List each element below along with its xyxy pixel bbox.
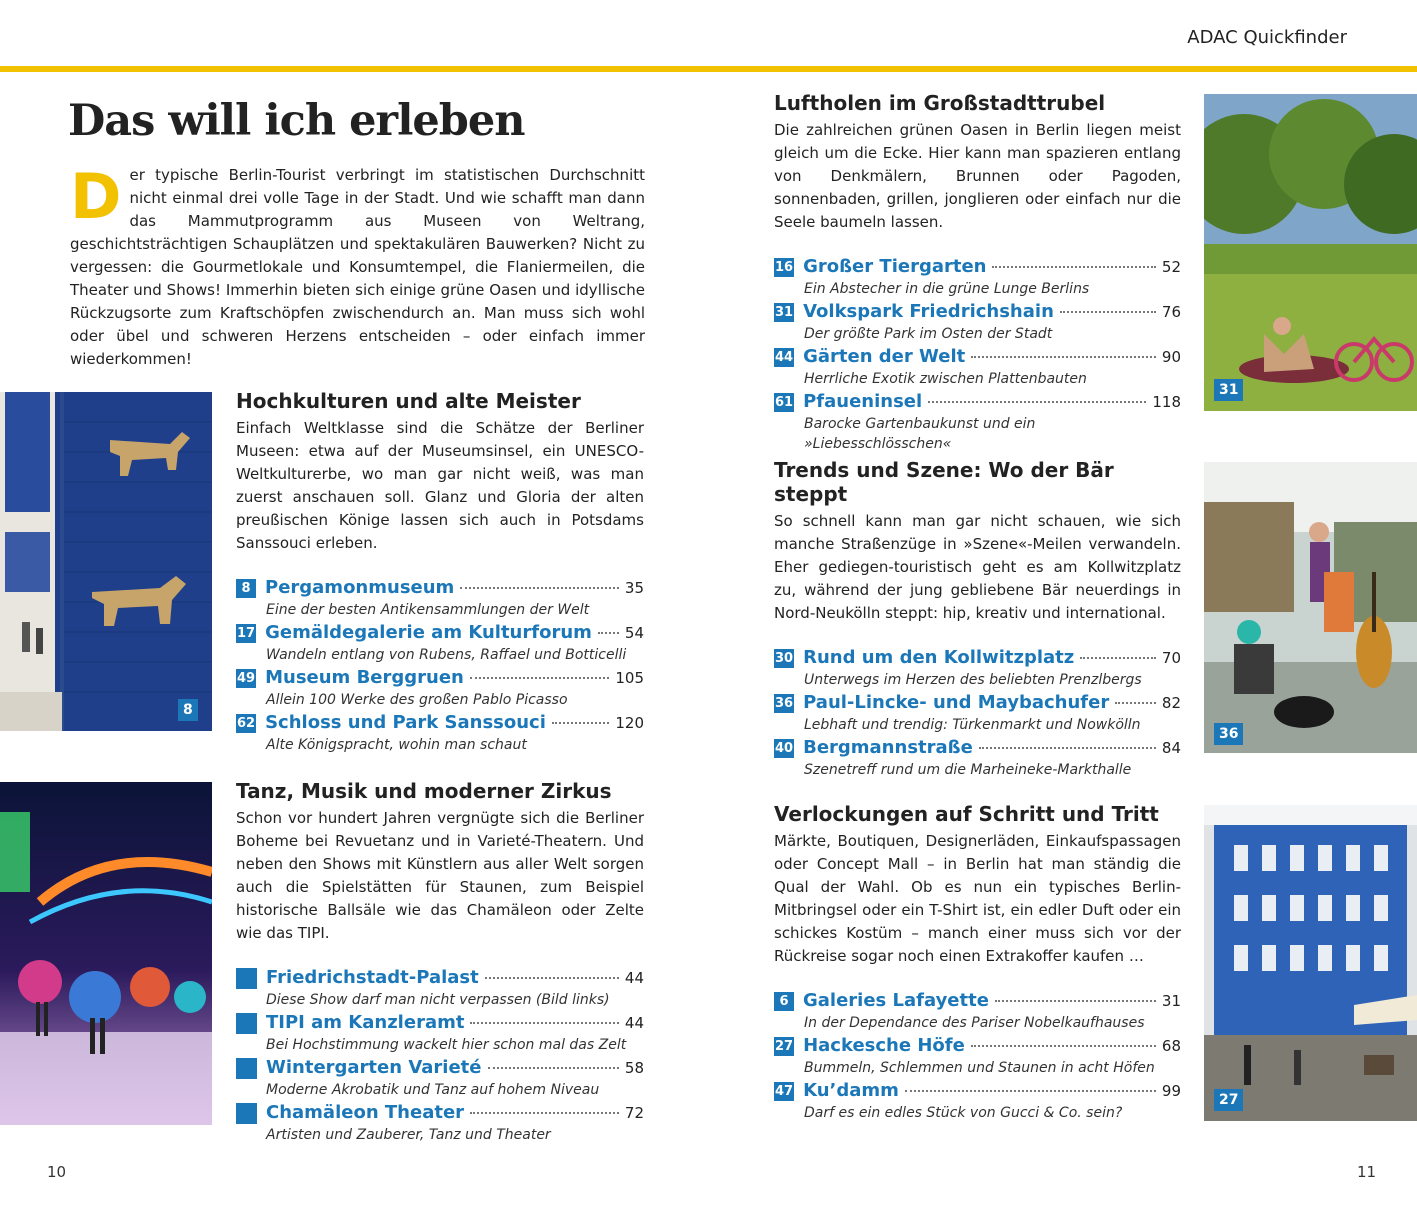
leader-dots	[488, 1067, 619, 1069]
page-number-left: 10	[47, 1163, 67, 1181]
bullet-square	[236, 1103, 257, 1124]
entry-name[interactable]: Hackesche Höfe	[803, 1035, 965, 1056]
photo-badge: 31	[1214, 379, 1243, 401]
entry[interactable]	[774, 301, 1181, 344]
entry-list	[774, 256, 1181, 454]
photo-badge: 8	[178, 699, 198, 721]
leader-dots	[928, 401, 1146, 403]
dropcap: D	[70, 160, 122, 233]
section-title: Hochkulturen und alte Meister	[236, 389, 581, 413]
entry-description: Der größte Park im Osten der Stadt	[804, 326, 1053, 342]
photo-pergamon-graphic	[0, 392, 212, 731]
entry-description: Ein Abstecher in die grüne Lunge Berlins	[804, 281, 1090, 297]
leader-dots	[470, 677, 609, 679]
page-number: 31	[1161, 992, 1181, 1010]
intro-paragraph	[70, 160, 645, 371]
map-number: 40	[775, 741, 794, 756]
page-number: 118	[1152, 393, 1181, 411]
page-number: 76	[1161, 303, 1181, 321]
photo-pergamon	[0, 392, 212, 731]
map-number: 30	[775, 651, 794, 666]
entry[interactable]	[774, 1035, 1181, 1078]
section-luftholen	[774, 91, 1181, 456]
section-text: Schon vor hundert Jahren vergnügte sich die Berliner Boheme bei Revuetanz und in Varieté-Theatern. Und neben den Shows mit Künstlern aus aller Welt sorgen auch die Spielstätten für Staunen, zum Beispiel historische Ballsäle wie das Chamäleon oder Zelte wie das TIPI.	[236, 809, 644, 942]
leader-dots	[1060, 311, 1156, 313]
map-number: 61	[775, 395, 794, 410]
map-number: 62	[237, 716, 256, 731]
photo-revue-graphic	[0, 782, 212, 1125]
header-rule	[0, 66, 1417, 72]
bullet-square	[236, 1013, 257, 1034]
intro-text: er typische Berlin-Tourist verbringt im statistischen Durchschnitt nicht einmal drei volle Tage in der Stadt. Und wie schafft man dann das Mammutprogramm aus Museen von Weltrang, geschichtsträchtigen Schauplätzen und spektakulären Bauwerken? Nicht zu vergessen: die Gourmetlokale und Konsumtempel, die Flaniermeilen, die Theater und Shows! Immerhin bieten sich einige grüne Oasen und idyllische Rückzugsorte zum Kraftschöpfen zwischendurch an. Man muss sich wohl oder übel und schweren Herzens entscheiden – oder einfach immer wiederkommen!	[70, 166, 645, 368]
entry[interactable]	[236, 712, 644, 755]
entry-description: Szenetreff rund um die Marheineke-Markthalle	[804, 762, 1132, 778]
entry[interactable]	[236, 622, 644, 665]
entry[interactable]	[774, 346, 1181, 389]
entry-name[interactable]: TIPI am Kanzleramt	[266, 1012, 465, 1033]
map-number: 31	[775, 305, 794, 320]
map-number: 36	[775, 696, 794, 711]
map-number: 47	[775, 1084, 794, 1099]
entry-list	[774, 647, 1181, 780]
page-number: 54	[624, 624, 644, 642]
section-title: Trends und Szene: Wo der Bär steppt	[774, 458, 1114, 506]
leader-dots	[971, 356, 1156, 358]
map-number: 8	[236, 579, 256, 598]
entry-description: Artisten und Zauberer, Tanz und Theater	[266, 1127, 551, 1143]
leader-dots	[470, 1112, 619, 1114]
section-text: So schnell kann man gar nicht schauen, wie sich manche Straßenzüge in »Szene«-Meilen verwandeln. Eher gediegen-touristisch geht es am Kollwitzplatz zu, während der jung gebliebene Bär neuerdings in Nord-Neukölln steppt: hip, kreativ und international.	[774, 512, 1181, 622]
leader-dots	[992, 266, 1155, 268]
entry-name[interactable]: Volkspark Friedrichshain	[803, 301, 1054, 322]
bullet-square	[236, 968, 257, 989]
entry-name[interactable]: Bergmannstraße	[803, 737, 973, 758]
entry-description: In der Dependance des Pariser Nobelkaufhauses	[804, 1015, 1145, 1031]
entry-description: Bei Hochstimmung wackelt hier schon mal das Zelt	[266, 1037, 627, 1053]
entry[interactable]	[236, 577, 644, 620]
page-number: 44	[624, 1014, 644, 1032]
leader-dots	[1115, 702, 1156, 704]
section-hochkulturen	[236, 389, 644, 757]
photo-courtyard	[1204, 805, 1417, 1121]
entry-name[interactable]: Chamäleon Theater	[266, 1102, 465, 1123]
photo-street-market	[1204, 462, 1417, 753]
section-verlockungen	[774, 802, 1181, 1125]
entry-description: Allein 100 Werke des großen Pablo Picasso	[266, 692, 568, 708]
entry-description: Barocke Gartenbaukunst und ein »Liebesschlösschen«	[804, 416, 1036, 452]
page-number: 90	[1161, 348, 1181, 366]
entry-list	[774, 990, 1181, 1123]
entry-description: Darf es ein edles Stück von Gucci & Co. sein?	[804, 1105, 1123, 1121]
entry[interactable]	[236, 967, 644, 1010]
entry-description: Herrliche Exotik zwischen Plattenbauten	[804, 371, 1087, 387]
entry-list	[236, 577, 644, 755]
entry-description: Alte Königspracht, wohin man schaut	[266, 737, 527, 753]
section-title: Luftholen im Großstadttrubel	[774, 91, 1106, 115]
entry-description: Moderne Akrobatik und Tanz auf hohem Niveau	[266, 1082, 600, 1098]
entry-name[interactable]: Friedrichstadt-Palast	[266, 967, 479, 988]
entry-description: Eine der besten Antikensammlungen der Welt	[266, 602, 590, 618]
leader-dots	[979, 747, 1156, 749]
leader-dots	[552, 722, 609, 724]
entry-name[interactable]: Gemäldegalerie am Kulturforum	[265, 622, 592, 643]
entry[interactable]	[774, 1080, 1181, 1123]
section-trends	[774, 458, 1181, 782]
section-text: Die zahlreichen grünen Oasen in Berlin liegen meist gleich um die Ecke. Hier kann man spazieren entlang von Denkmälern, Brunnen oder Pagoden, sonnenbaden, grillen, jonglieren oder einfach nur die Seele baumeln lassen.	[774, 121, 1181, 231]
page-number: 58	[624, 1059, 644, 1077]
entry[interactable]	[774, 647, 1181, 690]
entry-list	[236, 967, 644, 1145]
entry[interactable]	[774, 737, 1181, 780]
page-number: 99	[1161, 1082, 1181, 1100]
photo-badge: 27	[1214, 1089, 1243, 1111]
bullet-square	[236, 1058, 257, 1079]
entry-description: Lebhaft und trendig: Türkenmarkt und Nowkölln	[804, 717, 1141, 733]
entry[interactable]	[236, 1102, 644, 1145]
page-number: 68	[1161, 1037, 1181, 1055]
photo-market-graphic	[1204, 462, 1417, 753]
leader-dots	[460, 587, 619, 589]
entry[interactable]	[774, 391, 1181, 454]
leader-dots	[995, 1000, 1156, 1002]
page-number: 52	[1161, 258, 1181, 276]
entry-name[interactable]: Gärten der Welt	[803, 346, 966, 367]
photo-park-graphic	[1204, 94, 1417, 411]
entry-name[interactable]: Wintergarten Varieté	[266, 1057, 482, 1078]
entry[interactable]	[774, 990, 1181, 1033]
page-number: 70	[1161, 649, 1181, 667]
entry-description: Unterwegs im Herzen des beliebten Prenzlbergs	[804, 672, 1142, 688]
entry[interactable]	[236, 1057, 644, 1100]
entry-description: Diese Show darf man nicht verpassen (Bild links)	[266, 992, 610, 1008]
entry-name[interactable]: Ku’damm	[803, 1080, 899, 1101]
section-text: Einfach Weltklasse sind die Schätze der Berliner Museen: etwa auf der Museumsinsel, ein UNESCO-Weltkulturerbe, wo man gar nicht weiß, was man zuerst anschauen soll. Glanz und Gloria der alten preußischen Könige lassen sich auch in Potsdams Sanssouci erleben.	[236, 419, 644, 552]
leader-dots	[470, 1022, 618, 1024]
map-number: 6	[774, 992, 794, 1011]
entry-description: Wandeln entlang von Rubens, Raffael und Botticelli	[266, 647, 627, 663]
map-number: 17	[237, 626, 256, 641]
photo-revue-show	[0, 782, 212, 1125]
entry-name[interactable]: Museum Berggruen	[265, 667, 464, 688]
map-number: 27	[775, 1039, 794, 1054]
page-number: 44	[624, 969, 644, 987]
page-number: 82	[1161, 694, 1181, 712]
section-title: Verlockungen auf Schritt und Tritt	[774, 802, 1159, 826]
page-number: 105	[615, 669, 644, 687]
leader-dots	[971, 1045, 1156, 1047]
map-number: 44	[775, 350, 794, 365]
page-number: 35	[624, 579, 644, 597]
page-number: 84	[1161, 739, 1181, 757]
photo-park	[1204, 94, 1417, 411]
entry-name[interactable]: Großer Tiergarten	[803, 256, 987, 277]
entry-name[interactable]: Schloss und Park Sanssouci	[265, 712, 546, 733]
section-tanz	[236, 779, 644, 1147]
leader-dots	[598, 632, 619, 634]
section-text: Märkte, Boutiquen, Designerläden, Einkaufspassagen oder Concept Mall – in Berlin hat man ständig die Qual der Wahl. Ob es nun ein typisches Berlin-Mitbringsel oder ein T-Shirt ist, ein edler Duft oder ein schickes Kostüm – manch einer muss sich vor der Rückreise sogar noch einen Extrakoffer kaufen …	[774, 832, 1181, 965]
page-title: Das will ich erleben	[68, 96, 525, 146]
entry-name[interactable]: Rund um den Kollwitzplatz	[803, 647, 1075, 668]
section-title: Tanz, Musik und moderner Zirkus	[236, 779, 612, 803]
page-number-right: 11	[1357, 1163, 1377, 1181]
leader-dots	[905, 1090, 1156, 1092]
quickfinder-label: ADAC Quickfinder	[1187, 27, 1347, 48]
page-number: 120	[615, 714, 644, 732]
entry[interactable]	[774, 692, 1181, 735]
entry-name[interactable]: Paul-Lincke- und Maybachufer	[803, 692, 1110, 713]
entry[interactable]	[236, 667, 644, 710]
entry-description: Bummeln, Schlemmen und Staunen in acht Höfen	[804, 1060, 1155, 1076]
entry-name[interactable]: Galeries Lafayette	[803, 990, 989, 1011]
photo-courtyard-graphic	[1204, 805, 1417, 1121]
entry-name[interactable]: Pergamonmuseum	[265, 577, 455, 598]
map-number: 49	[237, 671, 256, 686]
page-number: 72	[624, 1104, 644, 1122]
map-number: 16	[775, 260, 794, 275]
entry[interactable]	[236, 1012, 644, 1055]
leader-dots	[1080, 657, 1156, 659]
entry[interactable]	[774, 256, 1181, 299]
entry-name[interactable]: Pfaueninsel	[803, 391, 923, 412]
photo-badge: 36	[1214, 723, 1243, 745]
leader-dots	[485, 977, 619, 979]
